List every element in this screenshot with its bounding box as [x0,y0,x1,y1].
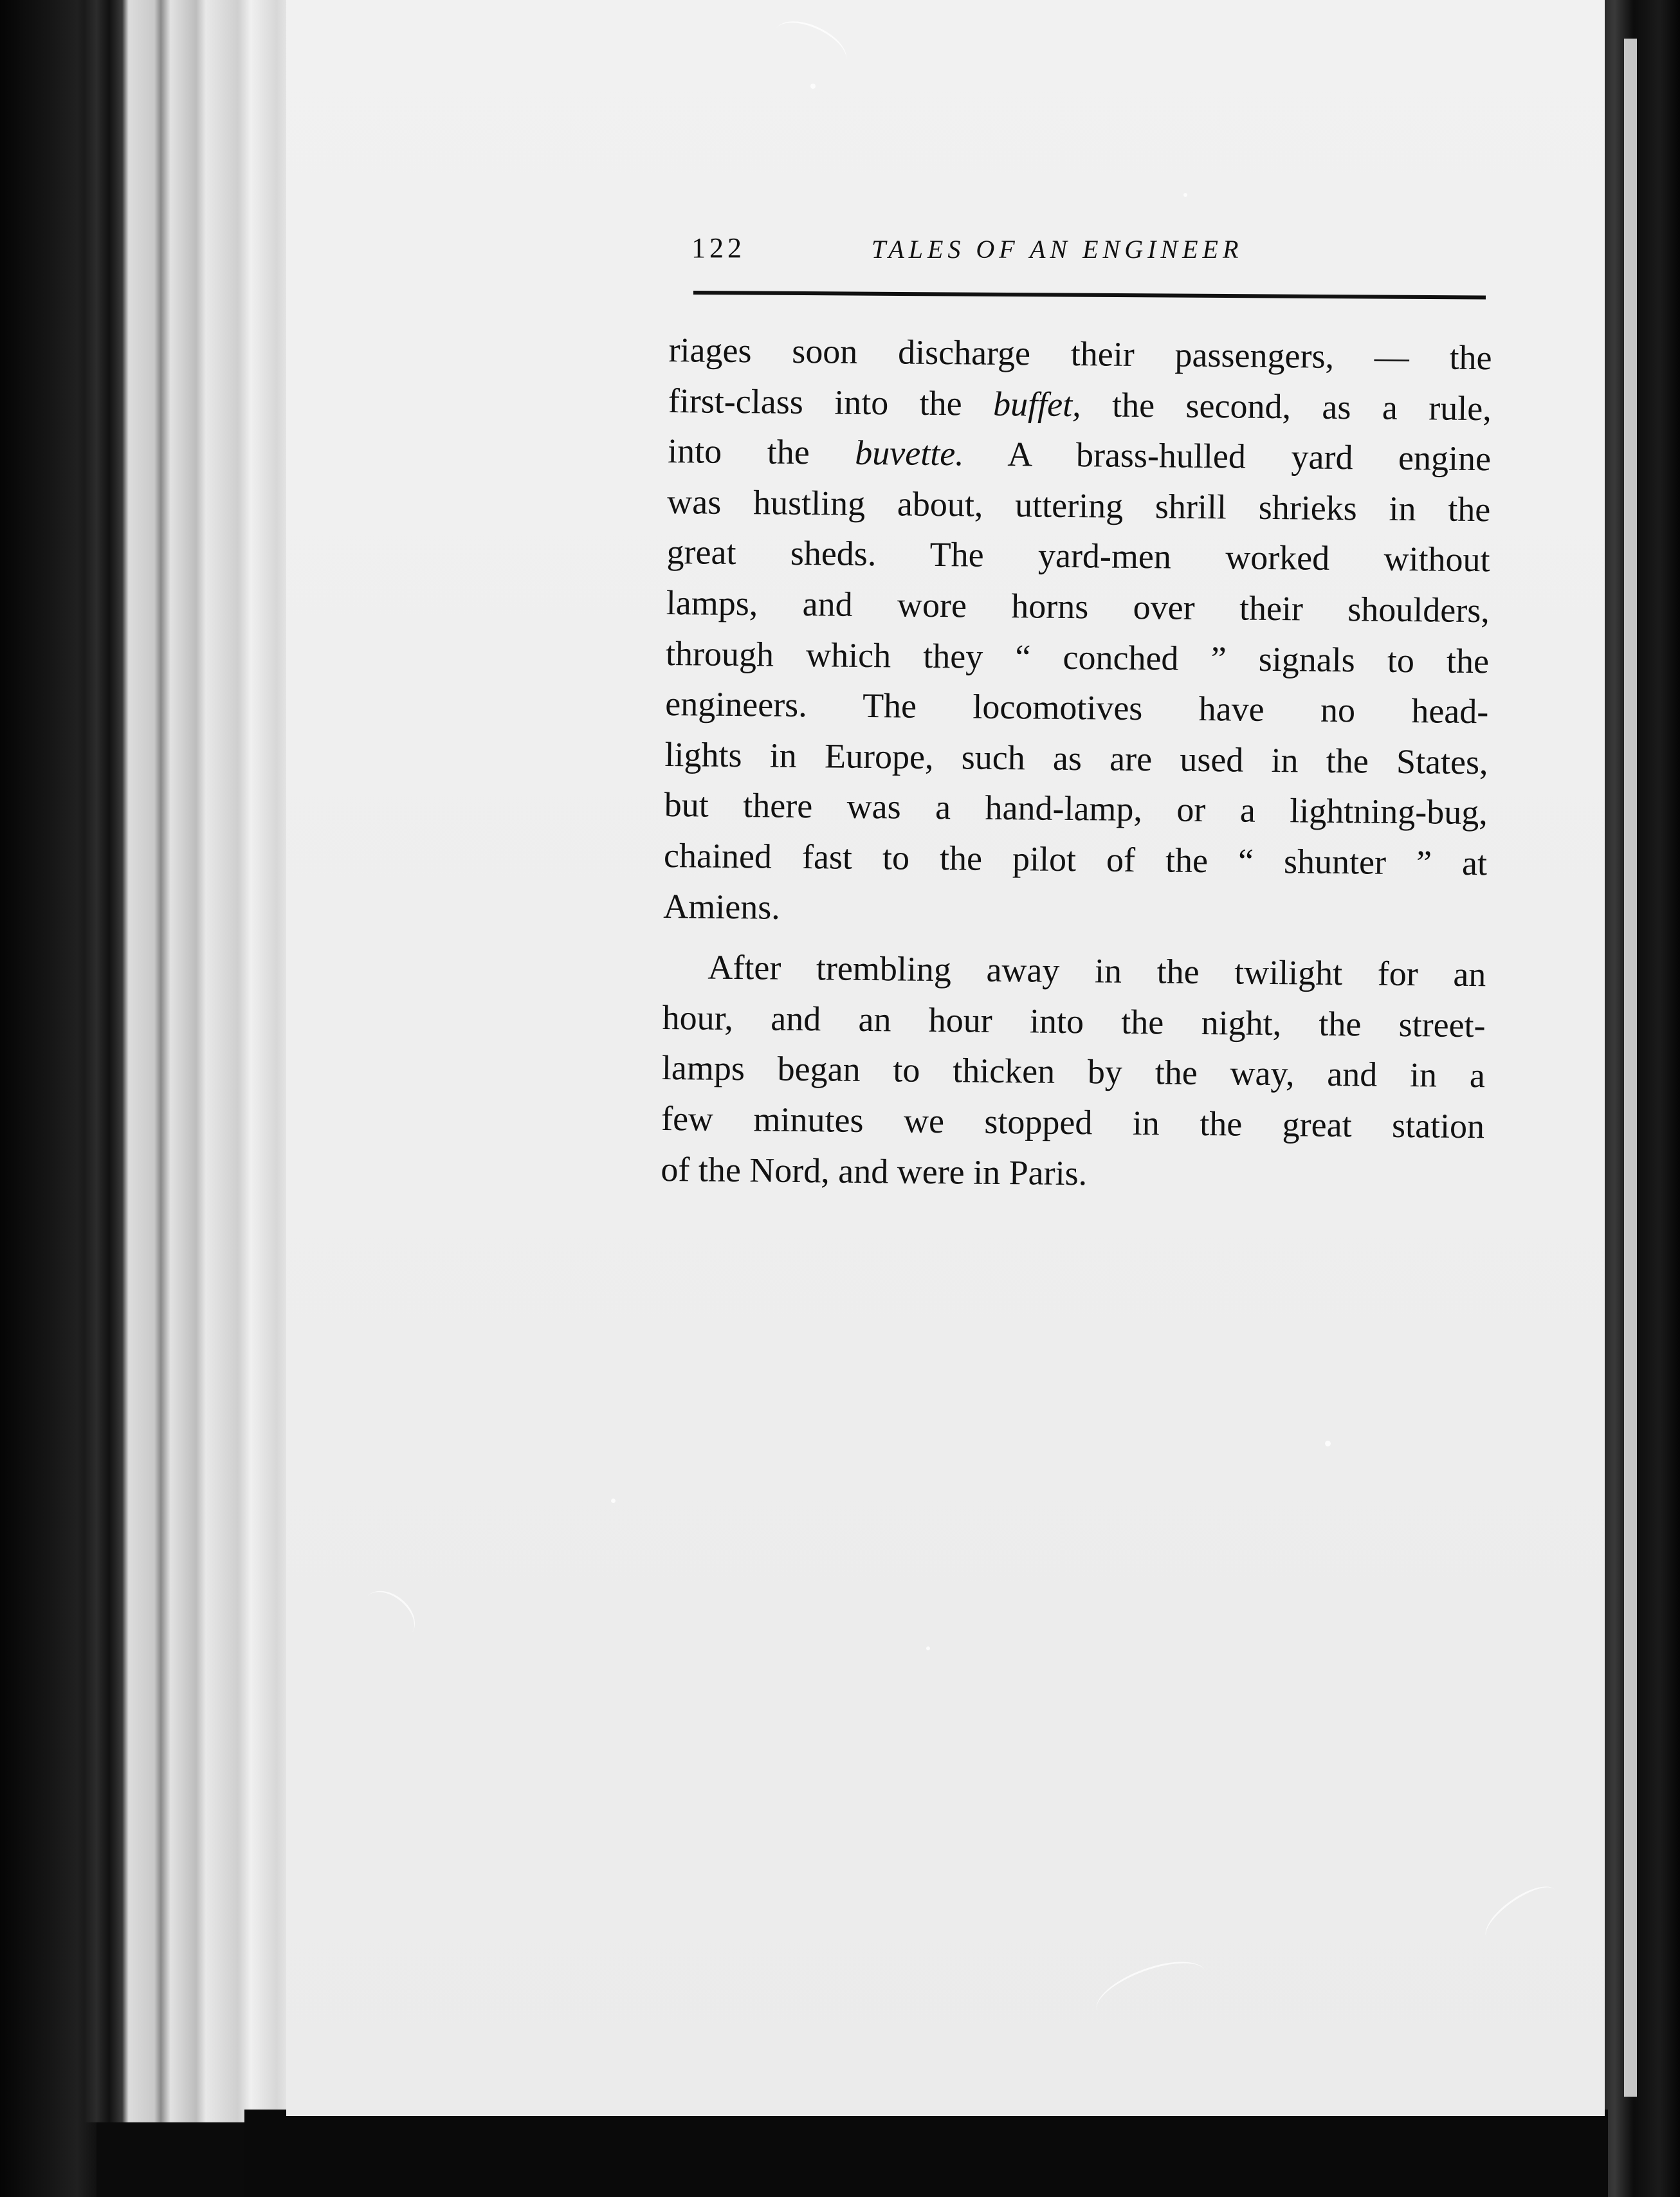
text-line: few minutes we stopped in the great station [661,1098,1485,1146]
right-page-strip [1624,39,1637,2097]
dust-speck [926,1646,930,1650]
right-page-edge [1595,0,1680,2197]
stacked-page-edges [84,0,296,2122]
text-line: engineers. The locomotives have no head- [665,684,1489,731]
text-line: of the Nord, and were in Paris. [661,1149,1088,1192]
text-line: lights in Europe, such as are used in the States, [664,734,1488,782]
text-line [668,376,1492,434]
dust-speck [1325,1441,1331,1446]
text-line: riages soon discharge their passengers, — the [668,330,1492,378]
text-line: was hustling about, uttering shrill shrieks in the [667,482,1491,529]
page-number: 122 [691,232,745,264]
text-line: lamps began to thicken by the way, and in a [661,1048,1486,1095]
italic-word-buffet: buffet, [992,384,1081,424]
text-line: Amiens. [663,886,781,927]
text-line: through which they “ conched ” signals to the [665,634,1490,680]
text-line: but there was a hand-lamp, or a lightning-bug, [664,785,1488,832]
body-text [661,325,1492,1202]
text-line: lamps, and wore horns over their shoulders, [666,583,1490,630]
italic-word-buvette: buvette. [855,433,965,473]
bottom-shadow [244,2110,1608,2197]
text-span: the second, as a rule, [1081,385,1492,428]
page-header [691,232,1489,270]
text-line [668,426,1492,484]
book-binding-shadow [0,0,96,2197]
text-span: first-class into the [668,381,994,423]
paragraph-1 [663,325,1492,939]
dust-speck [611,1499,616,1503]
dust-speck [810,84,816,89]
text-span: into the [667,432,855,472]
text-line: chained fast to the pilot of the “ shunter ” at [663,835,1488,883]
text-line: great sheds. The yard-men worked without [666,533,1490,579]
paragraph-2 [661,942,1486,1202]
text-line: After trembling away in the twilight for an [708,947,1486,994]
text-line: hour, and an hour into the night, the street- [662,998,1486,1044]
dust-speck [1183,193,1187,197]
text-span: A brass-hulled yard engine [963,434,1492,479]
running-title: TALES OF AN ENGINEER [872,235,1243,264]
